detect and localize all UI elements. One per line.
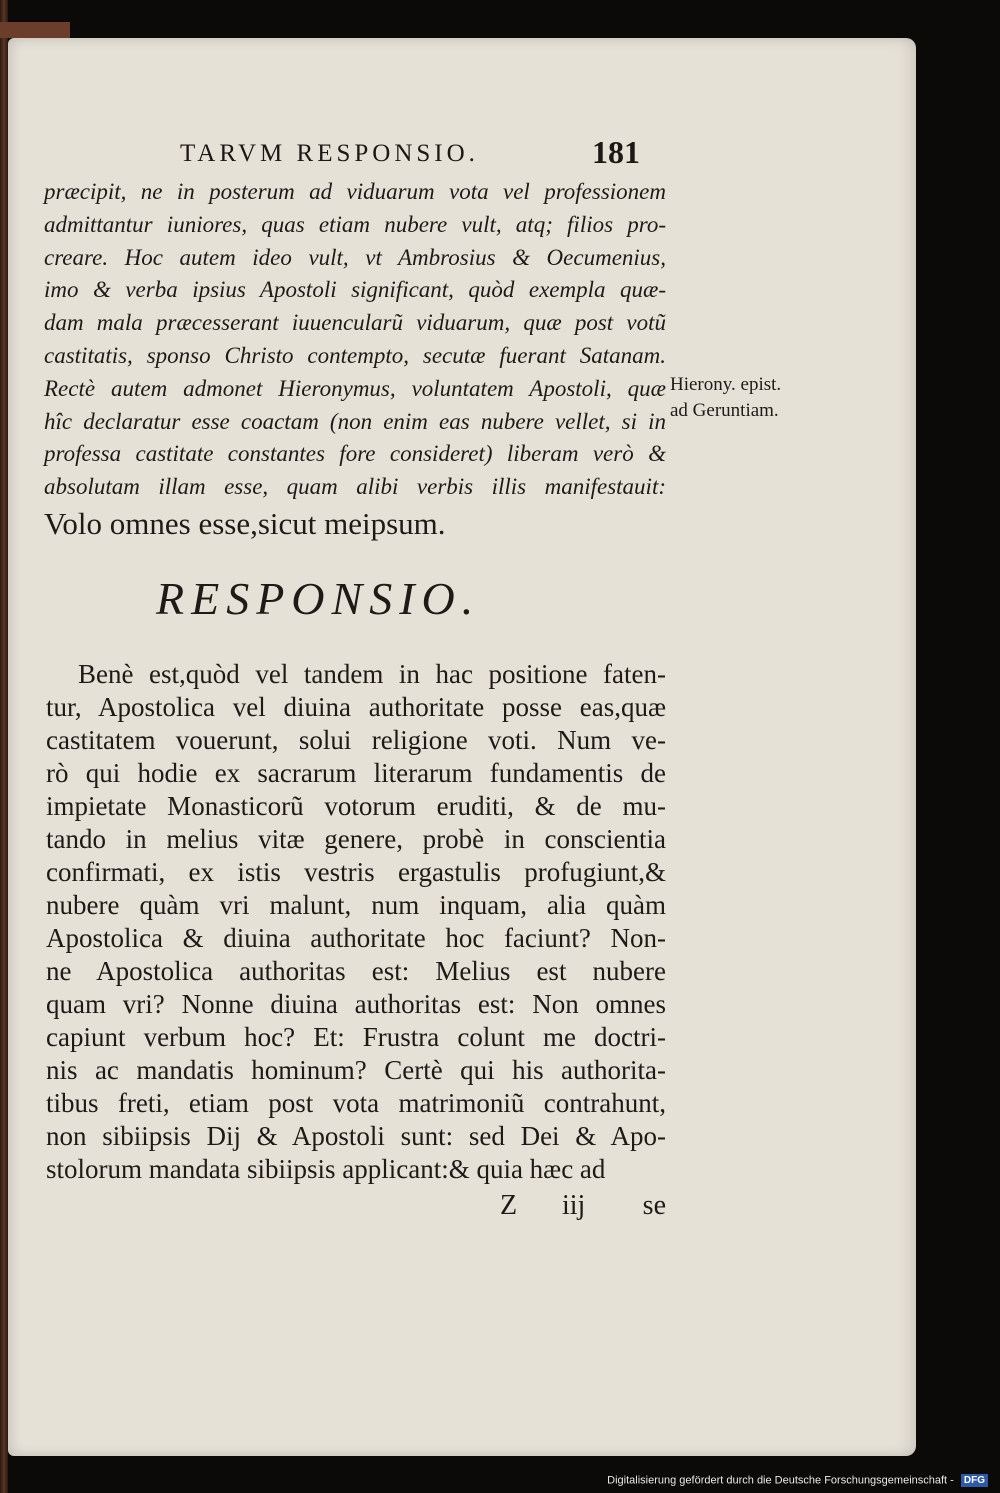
text-line: stolorum mandata sibiipsis applicant:& quia hæc ad — [46, 1154, 606, 1184]
text-line: admittantur iuniores, quas etiam nubere vult, atq; filios pro- — [44, 211, 666, 237]
catchword-line — [500, 1190, 666, 1226]
text-line: imo & verba ipsius Apostoli significant, quòd exempla quæ- — [44, 277, 666, 303]
text-line: tando in melius vitæ genere, probè in conscientia — [46, 824, 666, 854]
text-line: castitatem vouerunt, solui religione voti. Num ve- — [46, 725, 666, 755]
dfg-logo: DFG — [961, 1474, 988, 1487]
text-line: nis ac mandatis hominum? Certè qui his authorita- — [46, 1055, 666, 1085]
text-line: dam mala præcesserant iuuencularũ viduarum, quæ post votũ — [44, 310, 666, 336]
footer-credit: Digitalisierung gefördert durch die Deutsche Forschungsgemeinschaft - — [607, 1474, 954, 1487]
text-line: professa castitate constantes fore consideret) liberam verò & — [44, 441, 666, 467]
margin-note-line: ad Geruntiam. — [670, 400, 779, 421]
text-line: hîc declaratur esse coactam (non enim eas nubere vellet, si in — [44, 408, 666, 434]
page-number: 181 — [592, 134, 640, 170]
body-paragraph — [46, 658, 666, 1186]
book-spine — [0, 0, 8, 1493]
text-line: absolutam illam esse, quam alibi verbis illis manifestauit: — [44, 474, 666, 500]
text-line: tur, Apostolica vel diuina authoritate posse eas,quæ — [46, 692, 666, 722]
text-line: non sibiipsis Dij & Apostoli sunt: sed Dei & Apo- — [46, 1121, 666, 1151]
text-line: confirmati, ex istis vestris ergastulis profugiunt,& — [46, 857, 666, 887]
text-line: impietate Monasticorũ votorum eruditi, & de mu- — [46, 791, 666, 821]
text-line: rò qui hodie ex sacrarum literarum fundamentis de — [46, 758, 666, 788]
binding-edge — [0, 22, 70, 38]
margin-note — [670, 372, 781, 424]
text-line: creare. Hoc autem ideo vult, vt Ambrosius & Oecumenius, — [44, 244, 666, 270]
signature-mark: Z — [500, 1190, 518, 1221]
text-line: tibus freti, etiam post vota matrimoniũ contrahunt, — [46, 1088, 666, 1118]
page-header — [180, 134, 640, 172]
section-heading: RESPONSIO. — [156, 573, 481, 624]
text-line: quam vri? Nonne diuina authoritas est: Non omnes — [46, 989, 666, 1019]
quotation-line: Volo omnes esse,sicut meipsum. — [44, 506, 446, 541]
text-line: Apostolica & diuina authoritate hoc faciunt? Non- — [46, 923, 666, 953]
text-line: nubere quàm vri malunt, num inquam, alia quàm — [46, 890, 666, 920]
text-line: præcipit, ne in posterum ad viduarum vota vel professionem — [44, 179, 666, 204]
catchword: se — [642, 1190, 666, 1221]
margin-note-line: Hierony. epist. — [670, 374, 782, 395]
text-line: castitatis, sponso Christo contempto, secutæ fuerant Satanam. — [44, 342, 666, 368]
digitization-footer — [607, 1474, 988, 1487]
italic-paragraph — [44, 176, 666, 504]
running-title: TARVM RESPONSIO. — [180, 140, 479, 167]
text-line: Benè est,quòd vel tandem in hac positione faten- — [78, 659, 666, 689]
text-line: ne Apostolica authoritas est: Melius est nubere — [46, 956, 666, 986]
text-line: capiunt verbum hoc? Et: Frustra colunt me doctri- — [46, 1022, 666, 1052]
text-line: Rectè autem admonet Hieronymus, voluntatem Apostoli, quæ — [44, 375, 666, 401]
signature-numeral: iij — [562, 1190, 586, 1221]
